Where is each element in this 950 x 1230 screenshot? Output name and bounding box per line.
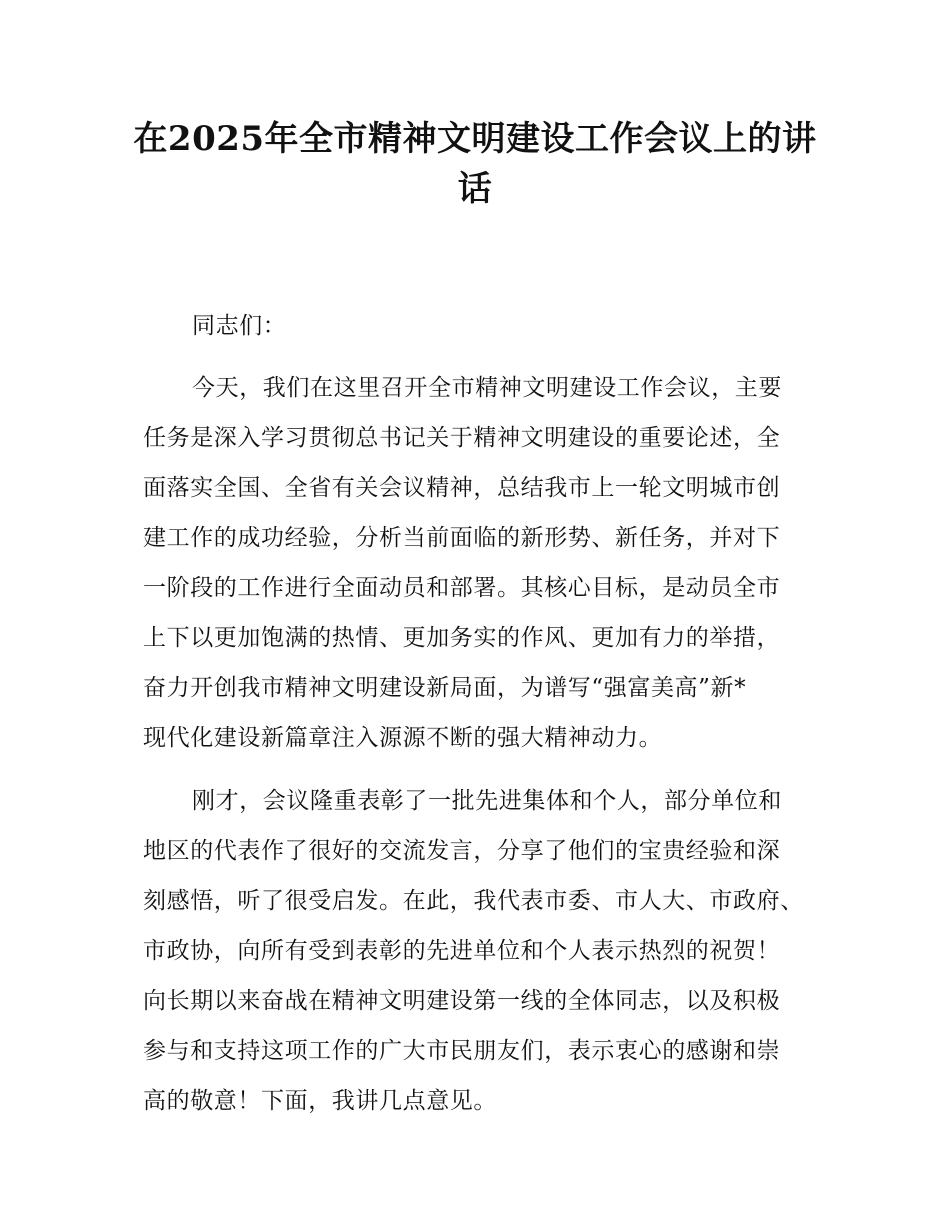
paragraph-2-line-7: 高的敬意！下面，我讲几点意见。 [143, 1088, 497, 1114]
paragraph-1-line-5: 一阶段的工作进行全面动员和部署。其核心目标，是动员全市 [143, 575, 781, 601]
paragraph-2-line-2: 地区的代表作了很好的交流发言，分享了他们的宝贵经验和深 [143, 838, 781, 864]
paragraph-1-line-4: 建工作的成功经验，分析当前面临的新形势、新任务，并对下 [143, 525, 781, 551]
paragraph-1-line-1: 今天，我们在这里召开全市精神文明建设工作会议，主要 [192, 375, 782, 401]
paragraph-1-line-3: 面落实全国、全省有关会议精神，总结我市上一轮文明城市创 [143, 475, 781, 501]
paragraph-2-line-5: 向长期以来奋战在精神文明建设第一线的全体同志，以及积极 [143, 988, 781, 1014]
paragraph-1-line-7: 奋力开创我市精神文明建设新局面，为谱写“强富美高”新* [143, 675, 747, 701]
paragraph-2-line-6: 参与和支持这项工作的广大市民朋友们，表示衷心的感谢和崇 [143, 1038, 781, 1064]
document-title [120, 114, 830, 214]
salutation: 同志们： [192, 313, 287, 339]
title-line-1: 在2025年全市精神文明建设工作会议上的讲 [133, 119, 817, 159]
paragraph-1-line-2: 任务是深入学习贯彻总书记关于精神文明建设的重要论述，全 [143, 425, 781, 451]
paragraph-2-line-3: 刻感悟，听了很受启发。在此，我代表市委、市人大、市政府、 [143, 888, 804, 914]
paragraph-2-line-1: 刚才，会议隆重表彰了一批先进集体和个人，部分单位和 [192, 788, 782, 814]
paragraph-1-line-8: 现代化建设新篇章注入源源不断的强大精神动力。 [143, 725, 663, 751]
paragraph-2-line-4: 市政协，向所有受到表彰的先进单位和个人表示热烈的祝贺！ [143, 938, 781, 964]
title-line-2: 话 [457, 169, 493, 209]
paragraph-1-line-6: 上下以更加饱满的热情、更加务实的作风、更加有力的举措， [143, 625, 781, 651]
